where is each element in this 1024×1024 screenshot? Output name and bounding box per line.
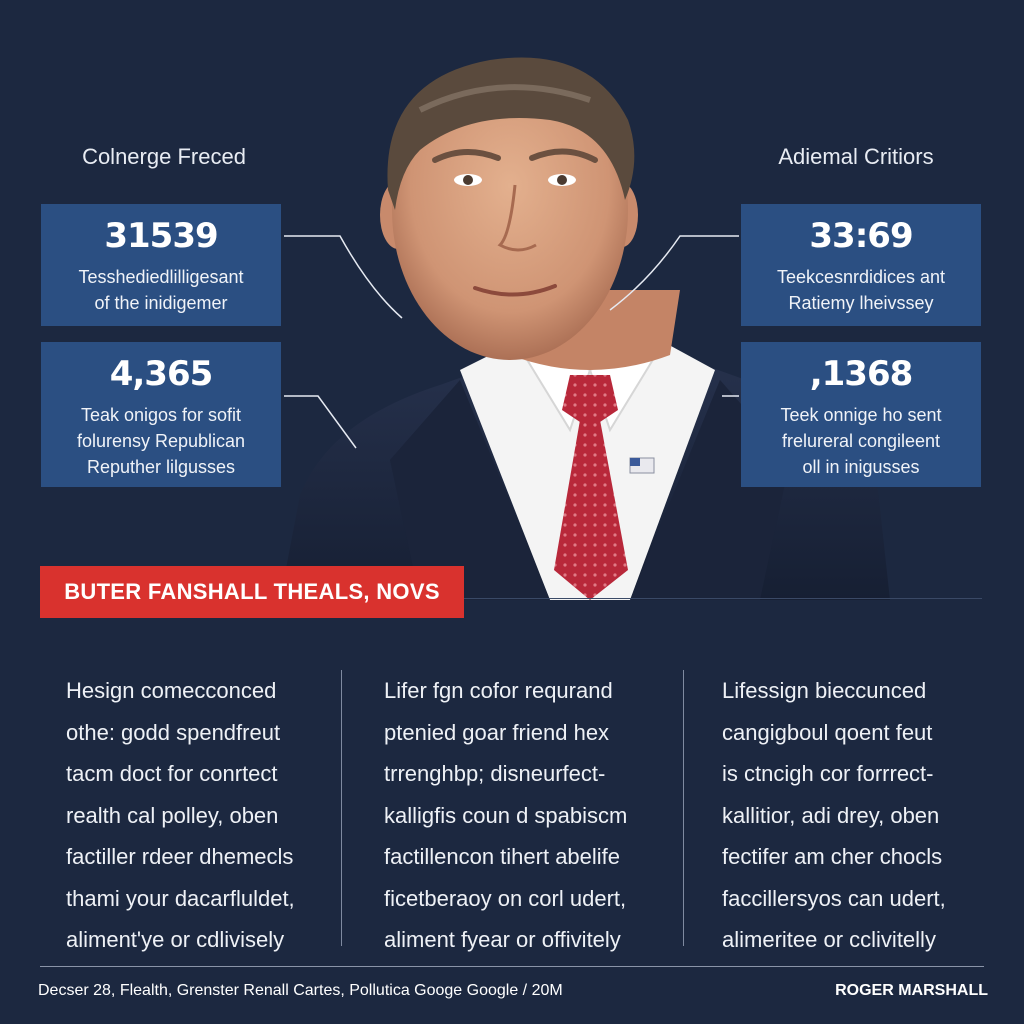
stat-description-line: folurensy Republican <box>76 431 246 451</box>
column-line: aliment'ye or cdlivisely <box>66 927 285 952</box>
text-column-3 <box>722 670 992 961</box>
right-panel-heading: Adiemal Critiors <box>778 144 934 169</box>
column-line: fectifer am cher chocls <box>722 844 943 869</box>
stat-value: 4,365 <box>109 354 213 394</box>
stat-description-line: Teek onnige ho sent <box>780 405 942 425</box>
stat-description <box>741 264 981 316</box>
footer-divider <box>40 966 984 967</box>
left-panel-heading: Colnerge Freced <box>82 144 246 169</box>
column-line: is ctncigh cor forrrect- <box>722 761 934 786</box>
stat-description-line: Teak onigos for sofit <box>80 405 242 425</box>
footer-caption: Decser 28, Flealth, Grenster Renall Cartes, Pollutica Googe Google / 20M <box>38 982 563 999</box>
column-line: thami your dacarfluldet, <box>66 885 295 911</box>
column-line: factillencon tihert abelife <box>384 844 621 869</box>
banner-divider <box>464 598 982 599</box>
stat-value: ,1368 <box>809 354 913 394</box>
stat-description-line: of the inidigemer <box>94 293 228 313</box>
column-line: kallitior, adi drey, oben <box>722 802 940 828</box>
column-line: Lifessign bieccunced <box>722 678 927 703</box>
stat-value: 31539 <box>104 216 218 256</box>
column-line: alimeritee or cclivitelly <box>722 927 936 952</box>
column-line: cangigboul qoent feut <box>722 719 933 745</box>
column-divider <box>341 670 342 946</box>
stat-description-line: Reputher lilgusses <box>86 457 236 477</box>
stat-description-line: Teekcesnrdidices ant <box>776 267 946 287</box>
column-line: othe: godd spendfreut <box>66 719 281 745</box>
stat-box-left-bottom <box>41 342 281 487</box>
stat-description <box>41 402 281 480</box>
footer-name: ROGER MARSHALL <box>835 982 988 999</box>
stat-box-right-top <box>741 204 981 326</box>
column-line: kalligfis coun d spabiscm <box>384 802 628 828</box>
column-line: Hesign comecconced <box>66 678 277 703</box>
column-line: tacm doct for conrtect <box>66 761 278 786</box>
stat-description <box>41 264 281 316</box>
stat-description-line: oll in inigusses <box>802 457 920 477</box>
headline-banner: BUTER FANSHALL THEALS, NOVS <box>40 566 464 618</box>
column-line: Lifer fgn cofor requrand <box>384 678 613 703</box>
text-column-1 <box>66 670 336 961</box>
column-line: factiller rdeer dhemecls <box>66 844 294 869</box>
stat-description-line: Tesshediedlilligesant <box>78 267 244 287</box>
stat-box-right-bottom <box>741 342 981 487</box>
column-line: trrenghbp; disneurfect- <box>384 761 606 786</box>
stat-description <box>741 402 981 480</box>
column-divider <box>683 670 684 946</box>
stat-description-line: Ratiemy lheivssey <box>788 293 934 313</box>
column-line: aliment fyear or offivitely <box>384 927 621 952</box>
column-line: faccillersyos can udert, <box>722 885 946 911</box>
column-line: ptenied goar friend hex <box>384 719 610 745</box>
text-column-2 <box>384 670 654 961</box>
column-line: ficetberaoy on corl udert, <box>384 885 627 911</box>
stat-description-line: frelureral congileent <box>781 431 941 451</box>
column-line: realth cal polley, oben <box>66 802 279 828</box>
stat-value: 33:69 <box>809 216 913 256</box>
stat-box-left-top <box>41 204 281 326</box>
